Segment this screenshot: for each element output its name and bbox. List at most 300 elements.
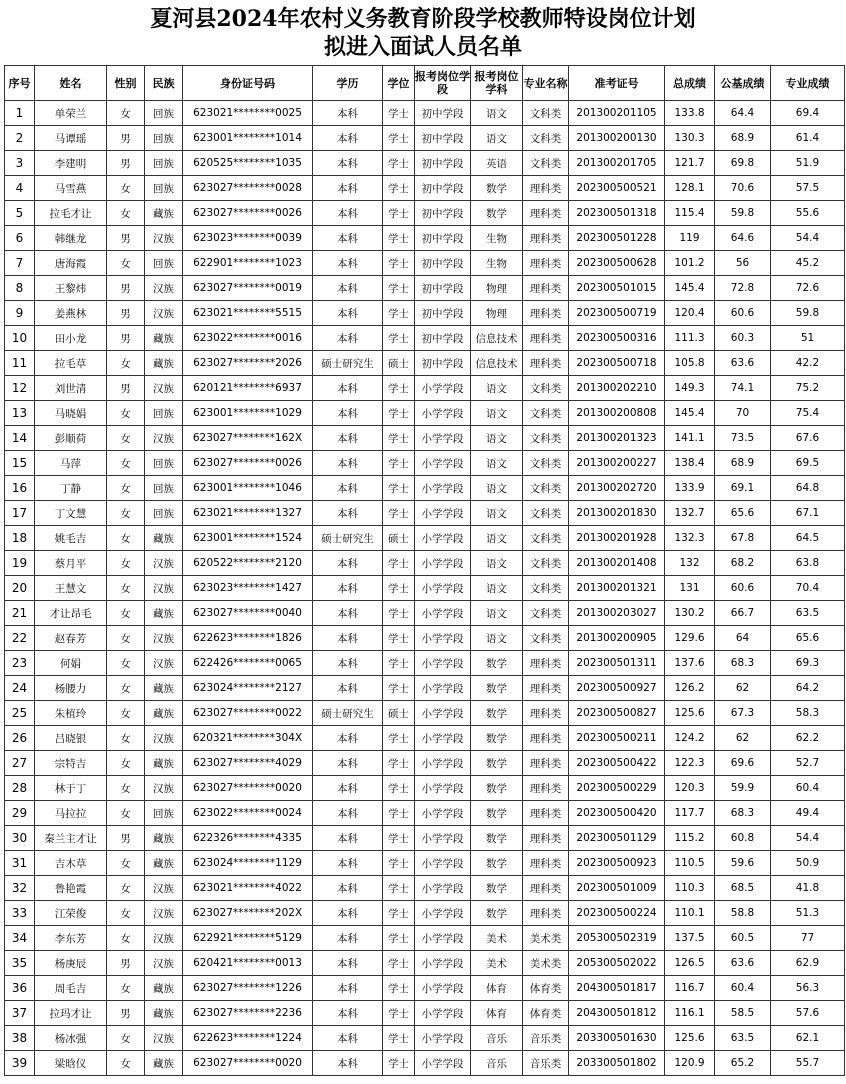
cell-exam-number: 202300500229 [569,776,665,801]
cell-professional-score: 72.6 [771,276,845,301]
cell-degree: 学士 [383,851,415,876]
cell-gender: 女 [107,976,145,1001]
cell-major: 文科类 [523,401,569,426]
cell-major: 理科类 [523,751,569,776]
cell-stage: 小学学段 [415,676,471,701]
cell-name: 丁静 [35,476,107,501]
cell-subject: 语文 [471,451,523,476]
cell-education: 本科 [313,726,383,751]
cell-ethnicity: 回族 [145,101,183,126]
cell-name: 王慧文 [35,576,107,601]
cell-total-score: 132.7 [665,501,715,526]
table-row [5,501,845,526]
cell-ethnicity: 汉族 [145,301,183,326]
cell-gender: 女 [107,776,145,801]
cell-subject: 数学 [471,776,523,801]
cell-ethnicity: 汉族 [145,426,183,451]
table-row [5,251,845,276]
cell-ethnicity: 回族 [145,801,183,826]
cell-id-number: 623021********4022 [183,876,313,901]
cell-public-score: 60.6 [715,301,771,326]
cell-id-number: 623021********1327 [183,501,313,526]
column-header: 序号 [5,66,35,101]
cell-gender: 男 [107,1001,145,1026]
cell-degree: 学士 [383,1026,415,1051]
cell-exam-number: 202300500827 [569,701,665,726]
table-row [5,551,845,576]
cell-exam-number: 202300500718 [569,351,665,376]
table-row [5,701,845,726]
cell-major: 美术类 [523,951,569,976]
cell-professional-score: 62.2 [771,726,845,751]
cell-total-score: 110.1 [665,901,715,926]
cell-exam-number: 202300500521 [569,176,665,201]
cell-major: 文科类 [523,601,569,626]
cell-stage: 小学学段 [415,851,471,876]
cell-subject: 数学 [471,851,523,876]
table-row [5,976,845,1001]
cell-public-score: 65.6 [715,501,771,526]
cell-name: 马萍 [35,451,107,476]
table-row [5,276,845,301]
cell-gender: 女 [107,701,145,726]
cell-total-score: 115.2 [665,826,715,851]
cell-stage: 小学学段 [415,526,471,551]
cell-professional-score: 70.4 [771,576,845,601]
cell-total-score: 120.9 [665,1051,715,1076]
cell-degree: 学士 [383,376,415,401]
cell-major: 音乐类 [523,1051,569,1076]
cell-subject: 体育 [471,976,523,1001]
cell-education: 本科 [313,851,383,876]
cell-id-number: 623024********1129 [183,851,313,876]
cell-total-score: 110.5 [665,851,715,876]
cell-education: 本科 [313,376,383,401]
cell-stage: 小学学段 [415,701,471,726]
cell-index: 31 [5,851,35,876]
cell-gender: 女 [107,101,145,126]
cell-total-score: 116.1 [665,1001,715,1026]
cell-ethnicity: 藏族 [145,976,183,1001]
cell-exam-number: 202300500316 [569,326,665,351]
table-row [5,301,845,326]
cell-subject: 英语 [471,151,523,176]
cell-stage: 小学学段 [415,426,471,451]
cell-major: 文科类 [523,451,569,476]
cell-education: 本科 [313,401,383,426]
cell-index: 4 [5,176,35,201]
cell-public-score: 62 [715,676,771,701]
cell-index: 29 [5,801,35,826]
cell-id-number: 620321********304X [183,726,313,751]
cell-name: 韩继龙 [35,226,107,251]
cell-ethnicity: 回族 [145,501,183,526]
cell-major: 理科类 [523,176,569,201]
cell-stage: 初中学段 [415,226,471,251]
cell-index: 27 [5,751,35,776]
cell-degree: 硕士 [383,701,415,726]
cell-major: 体育类 [523,976,569,1001]
cell-name: 马谭瑶 [35,126,107,151]
cell-stage: 初中学段 [415,126,471,151]
table-row [5,751,845,776]
cell-professional-score: 57.6 [771,1001,845,1026]
cell-education: 本科 [313,676,383,701]
cell-subject: 生物 [471,226,523,251]
cell-subject: 物理 [471,301,523,326]
cell-index: 36 [5,976,35,1001]
cell-major: 理科类 [523,776,569,801]
cell-education: 本科 [313,1026,383,1051]
cell-name: 鲁艳霞 [35,876,107,901]
table-row [5,376,845,401]
cell-total-score: 145.4 [665,401,715,426]
cell-exam-number: 204300501812 [569,1001,665,1026]
cell-exam-number: 202300501015 [569,276,665,301]
cell-stage: 初中学段 [415,351,471,376]
cell-subject: 语文 [471,551,523,576]
cell-public-score: 72.8 [715,276,771,301]
cell-index: 11 [5,351,35,376]
cell-degree: 学士 [383,501,415,526]
cell-id-number: 623027********162X [183,426,313,451]
cell-gender: 男 [107,276,145,301]
cell-subject: 音乐 [471,1051,523,1076]
cell-degree: 学士 [383,1001,415,1026]
cell-public-score: 62 [715,726,771,751]
cell-name: 吉木草 [35,851,107,876]
cell-total-score: 105.8 [665,351,715,376]
candidate-table [4,65,845,1076]
cell-index: 12 [5,376,35,401]
cell-major: 文科类 [523,126,569,151]
cell-subject: 信息技术 [471,326,523,351]
cell-index: 6 [5,226,35,251]
cell-gender: 女 [107,851,145,876]
cell-professional-score: 67.6 [771,426,845,451]
cell-stage: 小学学段 [415,926,471,951]
cell-professional-score: 64.8 [771,476,845,501]
cell-degree: 学士 [383,901,415,926]
cell-name: 林于丁 [35,776,107,801]
cell-id-number: 623027********0022 [183,701,313,726]
table-row [5,176,845,201]
table-row [5,676,845,701]
cell-ethnicity: 回族 [145,251,183,276]
cell-major: 文科类 [523,501,569,526]
cell-name: 拉毛草 [35,351,107,376]
cell-exam-number: 201300201830 [569,501,665,526]
column-header: 性别 [107,66,145,101]
cell-total-score: 126.2 [665,676,715,701]
cell-ethnicity: 汉族 [145,276,183,301]
cell-ethnicity: 藏族 [145,351,183,376]
cell-index: 38 [5,1026,35,1051]
cell-index: 35 [5,951,35,976]
cell-total-score: 124.2 [665,726,715,751]
cell-stage: 小学学段 [415,751,471,776]
cell-professional-score: 75.2 [771,376,845,401]
cell-major: 理科类 [523,201,569,226]
cell-name: 周毛吉 [35,976,107,1001]
cell-id-number: 623001********1014 [183,126,313,151]
cell-degree: 学士 [383,801,415,826]
cell-exam-number: 201300202210 [569,376,665,401]
cell-total-score: 125.6 [665,1026,715,1051]
cell-name: 单荣兰 [35,101,107,126]
cell-exam-number: 201300200808 [569,401,665,426]
cell-education: 本科 [313,576,383,601]
cell-public-score: 64.6 [715,226,771,251]
cell-exam-number: 201300201408 [569,551,665,576]
cell-total-score: 130.3 [665,126,715,151]
cell-education: 本科 [313,601,383,626]
cell-education: 本科 [313,751,383,776]
cell-id-number: 622426********0065 [183,651,313,676]
cell-degree: 学士 [383,551,415,576]
cell-degree: 学士 [383,301,415,326]
cell-exam-number: 202300500211 [569,726,665,751]
cell-public-score: 60.3 [715,326,771,351]
cell-education: 本科 [313,326,383,351]
column-header: 报考岗位学科 [471,66,523,101]
cell-id-number: 623027********0020 [183,1051,313,1076]
cell-ethnicity: 藏族 [145,751,183,776]
cell-index: 26 [5,726,35,751]
table-row [5,451,845,476]
cell-name: 拉毛才让 [35,201,107,226]
cell-major: 理科类 [523,876,569,901]
cell-education: 本科 [313,801,383,826]
cell-ethnicity: 汉族 [145,226,183,251]
cell-id-number: 623027********202X [183,901,313,926]
cell-total-score: 132 [665,551,715,576]
document-subtitle: 拟进入面试人员名单 [323,34,522,60]
cell-professional-score: 57.5 [771,176,845,201]
cell-professional-score: 45.2 [771,251,845,276]
cell-degree: 学士 [383,426,415,451]
cell-total-score: 145.4 [665,276,715,301]
column-header: 公基成绩 [715,66,771,101]
table-row [5,151,845,176]
cell-gender: 女 [107,751,145,776]
cell-subject: 数学 [471,801,523,826]
cell-name: 何娟 [35,651,107,676]
cell-ethnicity: 藏族 [145,676,183,701]
cell-total-score: 128.1 [665,176,715,201]
cell-professional-score: 54.4 [771,226,845,251]
cell-public-score: 59.9 [715,776,771,801]
cell-total-score: 149.3 [665,376,715,401]
cell-name: 赵春芳 [35,626,107,651]
cell-gender: 女 [107,876,145,901]
cell-gender: 男 [107,126,145,151]
cell-subject: 语文 [471,101,523,126]
cell-name: 刘世清 [35,376,107,401]
table-row [5,776,845,801]
cell-degree: 学士 [383,926,415,951]
cell-total-score: 133.8 [665,101,715,126]
cell-gender: 男 [107,951,145,976]
cell-exam-number: 202300501129 [569,826,665,851]
cell-id-number: 622623********1826 [183,626,313,651]
cell-education: 本科 [313,101,383,126]
table-row [5,726,845,751]
cell-public-score: 69.1 [715,476,771,501]
cell-exam-number: 201300201323 [569,426,665,451]
cell-degree: 学士 [383,951,415,976]
cell-id-number: 622921********5129 [183,926,313,951]
cell-ethnicity: 回族 [145,126,183,151]
cell-professional-score: 69.3 [771,651,845,676]
cell-index: 23 [5,651,35,676]
cell-professional-score: 55.6 [771,201,845,226]
cell-major: 文科类 [523,476,569,501]
cell-major: 理科类 [523,726,569,751]
cell-id-number: 623027********4029 [183,751,313,776]
cell-education: 硕士研究生 [313,526,383,551]
cell-index: 8 [5,276,35,301]
cell-name: 李建明 [35,151,107,176]
cell-ethnicity: 汉族 [145,1026,183,1051]
cell-total-score: 111.3 [665,326,715,351]
cell-gender: 女 [107,201,145,226]
cell-gender: 男 [107,151,145,176]
cell-major: 文科类 [523,151,569,176]
cell-total-score: 110.3 [665,876,715,901]
cell-degree: 学士 [383,401,415,426]
cell-index: 14 [5,426,35,451]
cell-subject: 美术 [471,951,523,976]
cell-id-number: 622623********1224 [183,1026,313,1051]
cell-ethnicity: 汉族 [145,951,183,976]
cell-major: 美术类 [523,926,569,951]
cell-id-number: 623027********2236 [183,1001,313,1026]
table-row [5,201,845,226]
cell-exam-number: 202300501311 [569,651,665,676]
cell-stage: 小学学段 [415,901,471,926]
cell-public-score: 69.8 [715,151,771,176]
cell-name: 宗特吉 [35,751,107,776]
cell-name: 马雪燕 [35,176,107,201]
cell-gender: 男 [107,326,145,351]
cell-total-score: 133.9 [665,476,715,501]
cell-ethnicity: 汉族 [145,651,183,676]
cell-major: 文科类 [523,426,569,451]
cell-index: 20 [5,576,35,601]
cell-stage: 小学学段 [415,651,471,676]
cell-gender: 男 [107,826,145,851]
cell-professional-score: 41.8 [771,876,845,901]
cell-total-score: 131 [665,576,715,601]
table-row [5,626,845,651]
cell-id-number: 620525********1035 [183,151,313,176]
cell-professional-score: 55.7 [771,1051,845,1076]
cell-ethnicity: 回族 [145,151,183,176]
cell-degree: 学士 [383,776,415,801]
cell-ethnicity: 藏族 [145,851,183,876]
cell-education: 本科 [313,1001,383,1026]
cell-subject: 语文 [471,426,523,451]
cell-total-score: 125.6 [665,701,715,726]
cell-degree: 学士 [383,276,415,301]
document-title: 夏河县2024年农村义务教育阶段学校教师特设岗位计划 [150,6,696,32]
cell-major: 理科类 [523,351,569,376]
cell-professional-score: 51.9 [771,151,845,176]
cell-ethnicity: 汉族 [145,926,183,951]
cell-stage: 小学学段 [415,576,471,601]
column-header: 专业成绩 [771,66,845,101]
cell-ethnicity: 汉族 [145,626,183,651]
cell-index: 33 [5,901,35,926]
cell-subject: 语文 [471,576,523,601]
cell-degree: 硕士 [383,351,415,376]
cell-education: 本科 [313,551,383,576]
cell-exam-number: 202300500224 [569,901,665,926]
cell-id-number: 620421********0013 [183,951,313,976]
cell-professional-score: 51 [771,326,845,351]
cell-professional-score: 65.6 [771,626,845,651]
table-row [5,901,845,926]
cell-index: 18 [5,526,35,551]
cell-professional-score: 49.4 [771,801,845,826]
cell-education: 本科 [313,901,383,926]
cell-index: 25 [5,701,35,726]
cell-education: 本科 [313,876,383,901]
cell-id-number: 623023********1427 [183,576,313,601]
cell-exam-number: 204300501817 [569,976,665,1001]
cell-id-number: 623027********0028 [183,176,313,201]
cell-ethnicity: 汉族 [145,376,183,401]
cell-gender: 女 [107,526,145,551]
cell-id-number: 620121********6937 [183,376,313,401]
cell-professional-score: 62.9 [771,951,845,976]
cell-id-number: 623023********0039 [183,226,313,251]
cell-stage: 小学学段 [415,726,471,751]
table-row [5,951,845,976]
cell-name: 马拉拉 [35,801,107,826]
cell-ethnicity: 藏族 [145,1051,183,1076]
cell-education: 本科 [313,926,383,951]
cell-degree: 学士 [383,576,415,601]
column-header: 总成绩 [665,66,715,101]
cell-gender: 女 [107,176,145,201]
cell-public-score: 68.3 [715,801,771,826]
cell-degree: 学士 [383,326,415,351]
cell-education: 本科 [313,501,383,526]
cell-education: 硕士研究生 [313,351,383,376]
cell-exam-number: 202300500422 [569,751,665,776]
cell-degree: 学士 [383,251,415,276]
cell-gender: 女 [107,1026,145,1051]
cell-professional-score: 58.3 [771,701,845,726]
cell-id-number: 622326********4335 [183,826,313,851]
cell-index: 37 [5,1001,35,1026]
cell-ethnicity: 汉族 [145,901,183,926]
cell-major: 音乐类 [523,1026,569,1051]
cell-exam-number: 202300500923 [569,851,665,876]
cell-gender: 女 [107,676,145,701]
cell-name: 江荣俊 [35,901,107,926]
cell-degree: 学士 [383,826,415,851]
cell-name: 拉玛才让 [35,1001,107,1026]
table-row [5,426,845,451]
cell-public-score: 67.3 [715,701,771,726]
cell-stage: 小学学段 [415,451,471,476]
cell-stage: 初中学段 [415,276,471,301]
cell-gender: 女 [107,576,145,601]
cell-major: 理科类 [523,326,569,351]
